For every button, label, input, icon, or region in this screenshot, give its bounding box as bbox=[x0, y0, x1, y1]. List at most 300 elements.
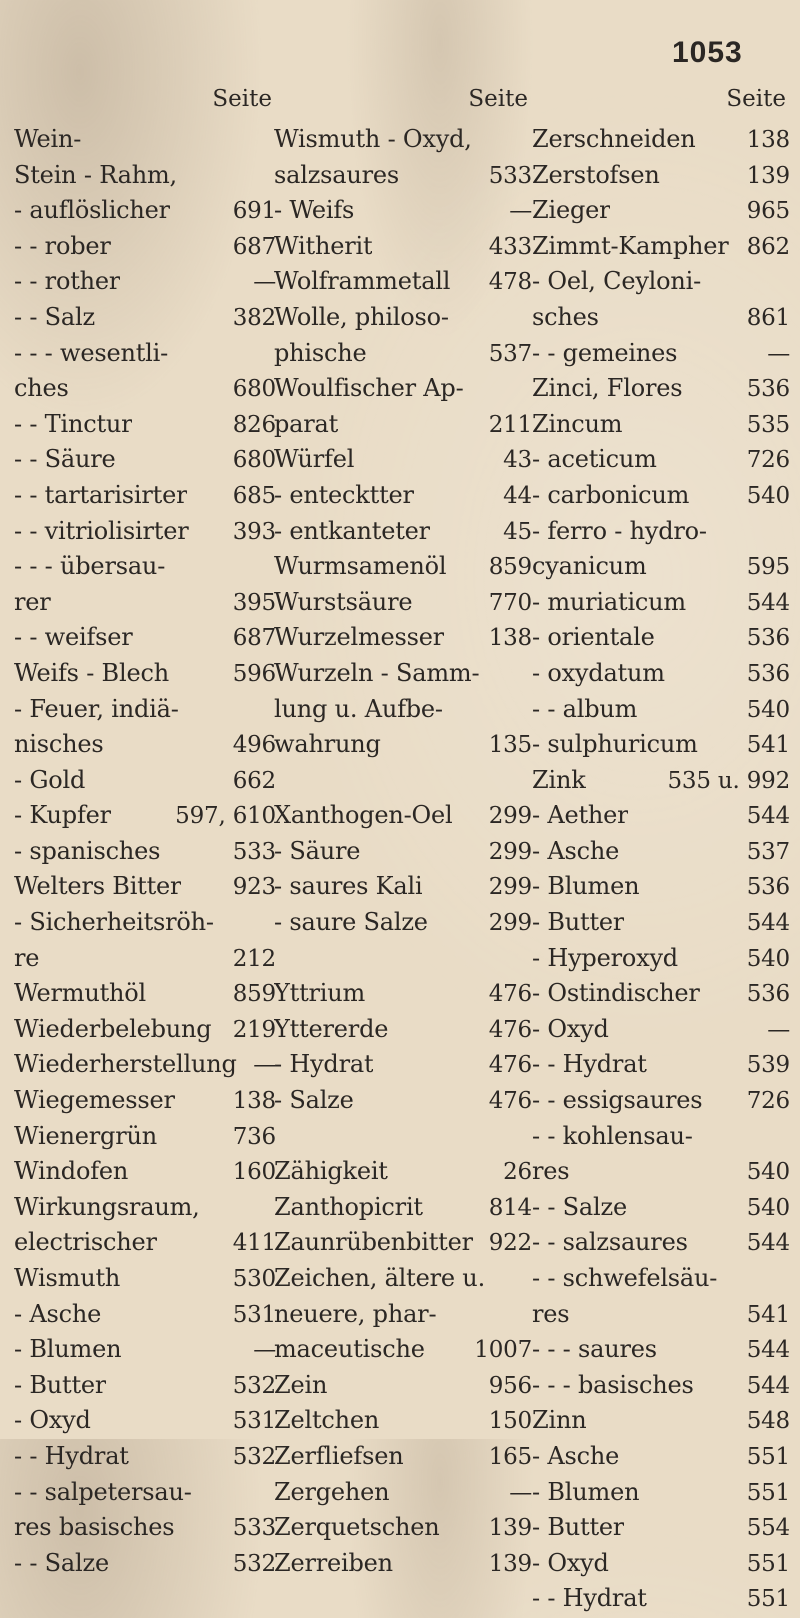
index-entry bbox=[14, 1083, 276, 1119]
index-entry bbox=[14, 1368, 276, 1404]
index-entry bbox=[532, 1225, 790, 1261]
index-page-ref: 539 bbox=[746, 1052, 790, 1079]
index-entry bbox=[14, 941, 276, 977]
index-entry bbox=[14, 1510, 276, 1546]
index-entry bbox=[14, 1546, 276, 1582]
index-term: - - album bbox=[532, 694, 638, 723]
index-entry bbox=[532, 1439, 790, 1475]
index-term: - Blumen bbox=[14, 1335, 122, 1364]
index-entry bbox=[274, 158, 532, 194]
index-entry bbox=[274, 264, 532, 300]
index-page-ref: 544 bbox=[746, 910, 790, 937]
index-page-ref: 544 bbox=[746, 1372, 790, 1399]
index-entry bbox=[274, 620, 532, 656]
index-term: - Blumen bbox=[532, 872, 640, 901]
index-page-ref: 165 bbox=[488, 1443, 532, 1470]
index-page-ref: 299 bbox=[488, 874, 532, 901]
index-page-ref: 535 u. 992 bbox=[667, 767, 790, 794]
index-term: neuere, phar- bbox=[274, 1299, 437, 1328]
index-term: - - vitriolisirter bbox=[14, 516, 189, 545]
index-entry bbox=[14, 692, 276, 728]
index-entry bbox=[14, 229, 276, 265]
index-page-ref: 44 bbox=[503, 482, 532, 509]
index-page-ref: 211 bbox=[488, 411, 532, 438]
index-entry bbox=[274, 442, 532, 478]
index-page-ref: 139 bbox=[746, 162, 790, 189]
index-entry bbox=[532, 1332, 790, 1368]
index-page-ref: 551 bbox=[746, 1479, 790, 1506]
index-term: res bbox=[532, 1299, 570, 1328]
index-entry bbox=[274, 336, 532, 372]
index-term: - - Salz bbox=[14, 302, 95, 331]
index-term: - spanisches bbox=[14, 836, 161, 865]
index-term: - - Hydrat bbox=[532, 1050, 647, 1079]
index-entry bbox=[14, 1261, 276, 1297]
index-page-ref: — bbox=[767, 340, 790, 367]
index-page-ref: 150 bbox=[488, 1408, 532, 1435]
index-page-ref: 540 bbox=[746, 696, 790, 723]
index-entry bbox=[532, 336, 790, 372]
index-term: Weifs - Blech bbox=[14, 658, 169, 687]
index-page-ref: — bbox=[509, 1479, 532, 1506]
index-term: - saures Kali bbox=[274, 872, 423, 901]
index-term: - - rother bbox=[14, 267, 121, 296]
index-term: - Hydrat bbox=[274, 1050, 374, 1079]
index-page-ref: 859 bbox=[488, 554, 532, 581]
index-page-ref: 544 bbox=[746, 803, 790, 830]
index-term: - Blumen bbox=[532, 1477, 640, 1506]
index-term: Zinci, Flores bbox=[532, 374, 683, 403]
index-term: Zaunrübenbitter bbox=[274, 1228, 473, 1257]
index-entry bbox=[274, 727, 532, 763]
index-term: - Asche bbox=[14, 1299, 102, 1328]
index-entry bbox=[274, 478, 532, 514]
index-term: - orientale bbox=[532, 623, 655, 652]
index-page-ref: 544 bbox=[746, 1337, 790, 1364]
index-entry bbox=[532, 514, 790, 550]
index-entry bbox=[14, 763, 276, 799]
index-entry bbox=[14, 264, 276, 300]
index-entry bbox=[532, 941, 790, 977]
index-entry bbox=[14, 442, 276, 478]
index-entry bbox=[14, 585, 276, 621]
index-page-ref: 965 bbox=[746, 198, 790, 225]
index-page-ref: 736 bbox=[232, 1123, 276, 1150]
index-page-ref: 861 bbox=[746, 304, 790, 331]
index-entry bbox=[14, 727, 276, 763]
index-term: ches bbox=[14, 374, 69, 403]
index-entry bbox=[274, 1261, 532, 1297]
index-term: Wiederbelebung bbox=[14, 1014, 212, 1043]
index-page-ref: 540 bbox=[746, 1159, 790, 1186]
index-entry bbox=[14, 514, 276, 550]
index-entry bbox=[274, 976, 532, 1012]
index-page-ref: 533 bbox=[232, 1515, 276, 1542]
index-entry bbox=[274, 585, 532, 621]
index-term: - Weifs bbox=[274, 196, 355, 225]
index-term: Wurzeln - Samm- bbox=[274, 658, 480, 687]
index-term: - carbonicum bbox=[532, 480, 690, 509]
index-term: - - kohlensau- bbox=[532, 1121, 693, 1150]
index-page-ref: 299 bbox=[488, 803, 532, 830]
index-term: parat bbox=[274, 409, 339, 438]
index-page-ref: 535 bbox=[746, 411, 790, 438]
index-entry bbox=[532, 1546, 790, 1582]
index-page-ref: 554 bbox=[746, 1515, 790, 1542]
index-term: salzsaures bbox=[274, 160, 400, 189]
index-term: - Ostindischer bbox=[532, 979, 700, 1008]
index-entry bbox=[274, 1190, 532, 1226]
index-term: res basisches bbox=[14, 1513, 175, 1542]
index-entry bbox=[274, 905, 532, 941]
index-term: - - tartarisirter bbox=[14, 480, 188, 509]
index-page-ref: 544 bbox=[746, 1230, 790, 1257]
index-term: Zincum bbox=[532, 409, 623, 438]
index-term: - auflöslicher bbox=[14, 196, 170, 225]
index-entry bbox=[14, 656, 276, 692]
index-term: - saure Salze bbox=[274, 908, 428, 937]
index-entry bbox=[14, 1119, 276, 1155]
index-entry bbox=[14, 1190, 276, 1226]
index-term: - Feuer, indiä- bbox=[14, 694, 179, 723]
index-term: - - essigsaures bbox=[532, 1086, 703, 1115]
index-entry bbox=[274, 656, 532, 692]
index-entry bbox=[532, 905, 790, 941]
index-page-ref: 726 bbox=[746, 1088, 790, 1115]
index-term: Zergehen bbox=[274, 1477, 390, 1506]
index-page-ref: 160 bbox=[232, 1159, 276, 1186]
index-page-ref: 533 bbox=[488, 162, 532, 189]
index-page-ref: 540 bbox=[746, 482, 790, 509]
index-entry bbox=[274, 514, 532, 550]
index-term: - - Hydrat bbox=[14, 1441, 129, 1470]
index-term: Zeltchen bbox=[274, 1406, 380, 1435]
index-page-ref: 536 bbox=[746, 376, 790, 403]
index-entry bbox=[274, 1083, 532, 1119]
index-entry bbox=[274, 1225, 532, 1261]
index-term: - ferro - hydro- bbox=[532, 516, 707, 545]
index-entry bbox=[532, 585, 790, 621]
index-entry bbox=[532, 1368, 790, 1404]
index-term: - - Säure bbox=[14, 445, 116, 474]
index-term: - Hyperoxyd bbox=[532, 943, 678, 972]
index-entry bbox=[14, 1047, 276, 1083]
index-term: Wismuth bbox=[14, 1264, 121, 1292]
index-entry bbox=[14, 1332, 276, 1368]
index-entry bbox=[532, 300, 790, 336]
index-entry bbox=[532, 692, 790, 728]
index-page-ref: 212 bbox=[232, 945, 276, 972]
index-term: - aceticum bbox=[532, 445, 657, 474]
index-entry bbox=[532, 1261, 790, 1297]
column-header: Seite bbox=[468, 86, 528, 112]
index-term: Wiederherstellung bbox=[14, 1050, 237, 1079]
index-term: Zähigkeit bbox=[274, 1157, 388, 1186]
index-term: - Säure bbox=[274, 836, 361, 865]
index-term: - - - wesentli- bbox=[14, 338, 169, 367]
index-term: - muriaticum bbox=[532, 587, 686, 616]
index-entry bbox=[14, 478, 276, 514]
index-page-ref: 496 bbox=[232, 732, 276, 759]
index-entry bbox=[14, 1012, 276, 1048]
index-term: - Asche bbox=[532, 836, 620, 865]
index-entry bbox=[532, 1119, 790, 1155]
index-page-ref: 139 bbox=[488, 1515, 532, 1542]
index-entry bbox=[14, 407, 276, 443]
index-term: - Butter bbox=[14, 1370, 107, 1399]
index-term: - - Hydrat bbox=[532, 1584, 647, 1613]
index-term: - sulphuricum bbox=[532, 730, 698, 759]
index-term: maceutische bbox=[274, 1335, 425, 1364]
index-page-ref: 551 bbox=[746, 1443, 790, 1470]
index-entry bbox=[14, 300, 276, 336]
index-entry bbox=[274, 1368, 532, 1404]
index-entry bbox=[14, 798, 276, 834]
index-term: - Aether bbox=[532, 801, 629, 830]
index-entry bbox=[532, 1510, 790, 1546]
index-entry bbox=[532, 549, 790, 585]
index-entry bbox=[532, 407, 790, 443]
index-term: Wismuth - Oxyd, bbox=[274, 125, 472, 153]
index-entry bbox=[532, 727, 790, 763]
index-entry bbox=[274, 869, 532, 905]
index-page-ref: 26 bbox=[503, 1159, 532, 1186]
index-page-ref: 687 bbox=[232, 625, 276, 652]
index-page-ref: 691 bbox=[232, 198, 276, 225]
index-entry bbox=[532, 442, 790, 478]
index-term: Stein - Rahm, bbox=[14, 160, 177, 189]
index-term: Würfel bbox=[274, 445, 355, 474]
index-page-ref: 595 bbox=[746, 554, 790, 581]
index-page-ref: 43 bbox=[503, 447, 532, 474]
index-term: cyanicum bbox=[532, 552, 647, 581]
index-entry bbox=[532, 122, 790, 158]
index-term: - Butter bbox=[532, 908, 625, 937]
index-term: Windofen bbox=[14, 1157, 129, 1186]
index-page-ref: 395 bbox=[232, 589, 276, 616]
index-page-ref: 680 bbox=[232, 447, 276, 474]
index-page-ref: 536 bbox=[746, 660, 790, 687]
index-term: Wolle, philoso- bbox=[274, 302, 449, 331]
index-entry bbox=[14, 905, 276, 941]
index-entry bbox=[274, 1510, 532, 1546]
index-term: - - - saures bbox=[532, 1335, 657, 1364]
index-page-ref: 680 bbox=[232, 376, 276, 403]
index-entry bbox=[14, 193, 276, 229]
index-page-ref: 662 bbox=[232, 767, 276, 794]
index-page-ref: 476 bbox=[488, 1088, 532, 1115]
index-term: Witherit bbox=[274, 231, 373, 260]
index-entry bbox=[274, 798, 532, 834]
index-entry bbox=[14, 1297, 276, 1333]
index-entry bbox=[274, 692, 532, 728]
index-term: - Gold bbox=[14, 765, 86, 794]
index-entry bbox=[532, 1403, 790, 1439]
index-term: Zieger bbox=[532, 196, 611, 225]
page-number: 1053 bbox=[672, 36, 743, 69]
index-page-ref: 478 bbox=[488, 269, 532, 296]
index-entry bbox=[274, 1012, 532, 1048]
index-term: res bbox=[532, 1157, 570, 1186]
index-page-ref: 532 bbox=[232, 1443, 276, 1470]
index-page-ref: 544 bbox=[746, 589, 790, 616]
index-page-ref: — bbox=[253, 1337, 276, 1364]
index-entry bbox=[274, 1297, 532, 1333]
index-entry bbox=[532, 1047, 790, 1083]
index-term: Yttererde bbox=[274, 1014, 389, 1043]
index-entry bbox=[532, 1190, 790, 1226]
index-term: - entkanteter bbox=[274, 516, 430, 545]
index-page-ref: 135 bbox=[488, 732, 532, 759]
index-entry bbox=[14, 1439, 276, 1475]
index-entry bbox=[274, 122, 532, 158]
index-entry bbox=[14, 336, 276, 372]
index-entry bbox=[274, 549, 532, 585]
index-term: Wurstsäure bbox=[274, 587, 413, 616]
index-page-ref: 537 bbox=[488, 340, 532, 367]
index-entry bbox=[532, 1083, 790, 1119]
index-page-ref: 726 bbox=[746, 447, 790, 474]
index-page-ref: 476 bbox=[488, 1052, 532, 1079]
index-term: electrischer bbox=[14, 1228, 157, 1257]
index-term: Zerstofsen bbox=[532, 160, 660, 189]
index-term: re bbox=[14, 943, 40, 972]
index-entry bbox=[274, 941, 532, 977]
index-page-ref: 537 bbox=[746, 838, 790, 865]
index-page-ref: — bbox=[253, 1052, 276, 1079]
index-entry bbox=[532, 763, 790, 799]
index-term: Zeichen, ältere u. bbox=[274, 1264, 485, 1292]
index-term: Zein bbox=[274, 1370, 328, 1399]
index-page-ref: 814 bbox=[488, 1194, 532, 1221]
index-term: rer bbox=[14, 587, 51, 616]
index-page-ref: 299 bbox=[488, 838, 532, 865]
index-term: Welters Bitter bbox=[14, 872, 182, 901]
index-term: Zimmt-Kampher bbox=[532, 231, 729, 260]
index-entry bbox=[274, 407, 532, 443]
index-page-ref: 541 bbox=[746, 1301, 790, 1328]
index-entry bbox=[14, 976, 276, 1012]
index-page-ref: 536 bbox=[746, 874, 790, 901]
index-entry bbox=[274, 1403, 532, 1439]
index-page-ref: 551 bbox=[746, 1550, 790, 1577]
index-term: wahrung bbox=[274, 730, 381, 759]
index-term: - - Salze bbox=[532, 1192, 627, 1221]
index-term: Zerquetschen bbox=[274, 1513, 440, 1542]
index-page-ref: 540 bbox=[746, 945, 790, 972]
index-page-ref: 531 bbox=[232, 1408, 276, 1435]
index-entry bbox=[14, 549, 276, 585]
index-entry bbox=[532, 229, 790, 265]
index-page-ref: 476 bbox=[488, 981, 532, 1008]
index-page-ref: 299 bbox=[488, 910, 532, 937]
index-term: - Salze bbox=[274, 1086, 354, 1115]
index-entry bbox=[274, 1475, 532, 1511]
index-term: - - - übersau- bbox=[14, 552, 166, 581]
index-entry bbox=[274, 1332, 532, 1368]
index-entry bbox=[532, 371, 790, 407]
index-page-ref: — bbox=[253, 269, 276, 296]
index-term: Wein- bbox=[14, 125, 82, 153]
index-entry bbox=[274, 193, 532, 229]
index-term: Zerschneiden bbox=[532, 125, 696, 153]
index-entry bbox=[14, 834, 276, 870]
index-page-ref: 531 bbox=[232, 1301, 276, 1328]
index-page-ref: 826 bbox=[232, 411, 276, 438]
index-column-2 bbox=[274, 86, 532, 1581]
index-page-ref: 393 bbox=[232, 518, 276, 545]
index-entry bbox=[532, 478, 790, 514]
index-term: - - Salze bbox=[14, 1548, 109, 1577]
index-term: Xanthogen-Oel bbox=[274, 801, 453, 830]
index-page-ref: 551 bbox=[746, 1586, 790, 1613]
index-entry bbox=[532, 158, 790, 194]
index-entry bbox=[14, 1225, 276, 1261]
index-term: Zink bbox=[532, 765, 586, 794]
index-term: Wirkungsraum, bbox=[14, 1192, 200, 1221]
index-column-3 bbox=[532, 86, 790, 1617]
index-page-ref: 597, 610 bbox=[175, 803, 276, 830]
index-entry bbox=[14, 371, 276, 407]
index-page-ref: 138 bbox=[232, 1088, 276, 1115]
index-entry bbox=[532, 1154, 790, 1190]
index-term: Wurmsamenöl bbox=[274, 552, 447, 581]
index-page-ref: 541 bbox=[746, 732, 790, 759]
index-term: - - Tinctur bbox=[14, 409, 133, 438]
index-entry bbox=[532, 798, 790, 834]
index-entry bbox=[532, 976, 790, 1012]
index-column-1 bbox=[14, 86, 276, 1581]
index-page-ref: 532 bbox=[232, 1372, 276, 1399]
index-entry bbox=[14, 158, 276, 194]
index-entry bbox=[14, 122, 276, 158]
index-page-ref: 532 bbox=[232, 1550, 276, 1577]
index-entry bbox=[274, 763, 532, 799]
index-page-ref: 382 bbox=[232, 304, 276, 331]
index-term: - entecktter bbox=[274, 480, 414, 509]
index-term: Wurzelmesser bbox=[274, 623, 445, 652]
index-entry bbox=[14, 1403, 276, 1439]
index-page-ref: — bbox=[509, 198, 532, 225]
index-entry bbox=[274, 1119, 532, 1155]
index-entry bbox=[274, 1439, 532, 1475]
index-term: - - - basisches bbox=[532, 1370, 694, 1399]
index-page-ref: 45 bbox=[503, 518, 532, 545]
index-entry bbox=[532, 834, 790, 870]
index-term: Yttrium bbox=[274, 979, 366, 1008]
column-header: Seite bbox=[726, 86, 786, 112]
index-term: lung u. Aufbe- bbox=[274, 694, 443, 723]
index-page-ref: 548 bbox=[746, 1408, 790, 1435]
index-page-ref: 536 bbox=[746, 981, 790, 1008]
index-page-ref: 923 bbox=[232, 874, 276, 901]
index-entry bbox=[532, 264, 790, 300]
index-entry bbox=[532, 869, 790, 905]
index-entry bbox=[14, 620, 276, 656]
index-page-ref: 411 bbox=[232, 1230, 276, 1257]
index-term: - Oel, Ceyloni- bbox=[532, 267, 702, 296]
index-term: Wiegemesser bbox=[14, 1086, 175, 1115]
index-term: - Asche bbox=[532, 1441, 620, 1470]
index-term: Wienergrün bbox=[14, 1121, 158, 1150]
index-term: - Sicherheitsröh- bbox=[14, 908, 214, 937]
index-page-ref: 533 bbox=[232, 838, 276, 865]
index-page-ref: 1007 bbox=[474, 1337, 532, 1364]
column-header: Seite bbox=[212, 86, 272, 112]
index-page-ref: 956 bbox=[488, 1372, 532, 1399]
index-page-ref: 862 bbox=[746, 233, 790, 260]
index-entry bbox=[532, 1012, 790, 1048]
